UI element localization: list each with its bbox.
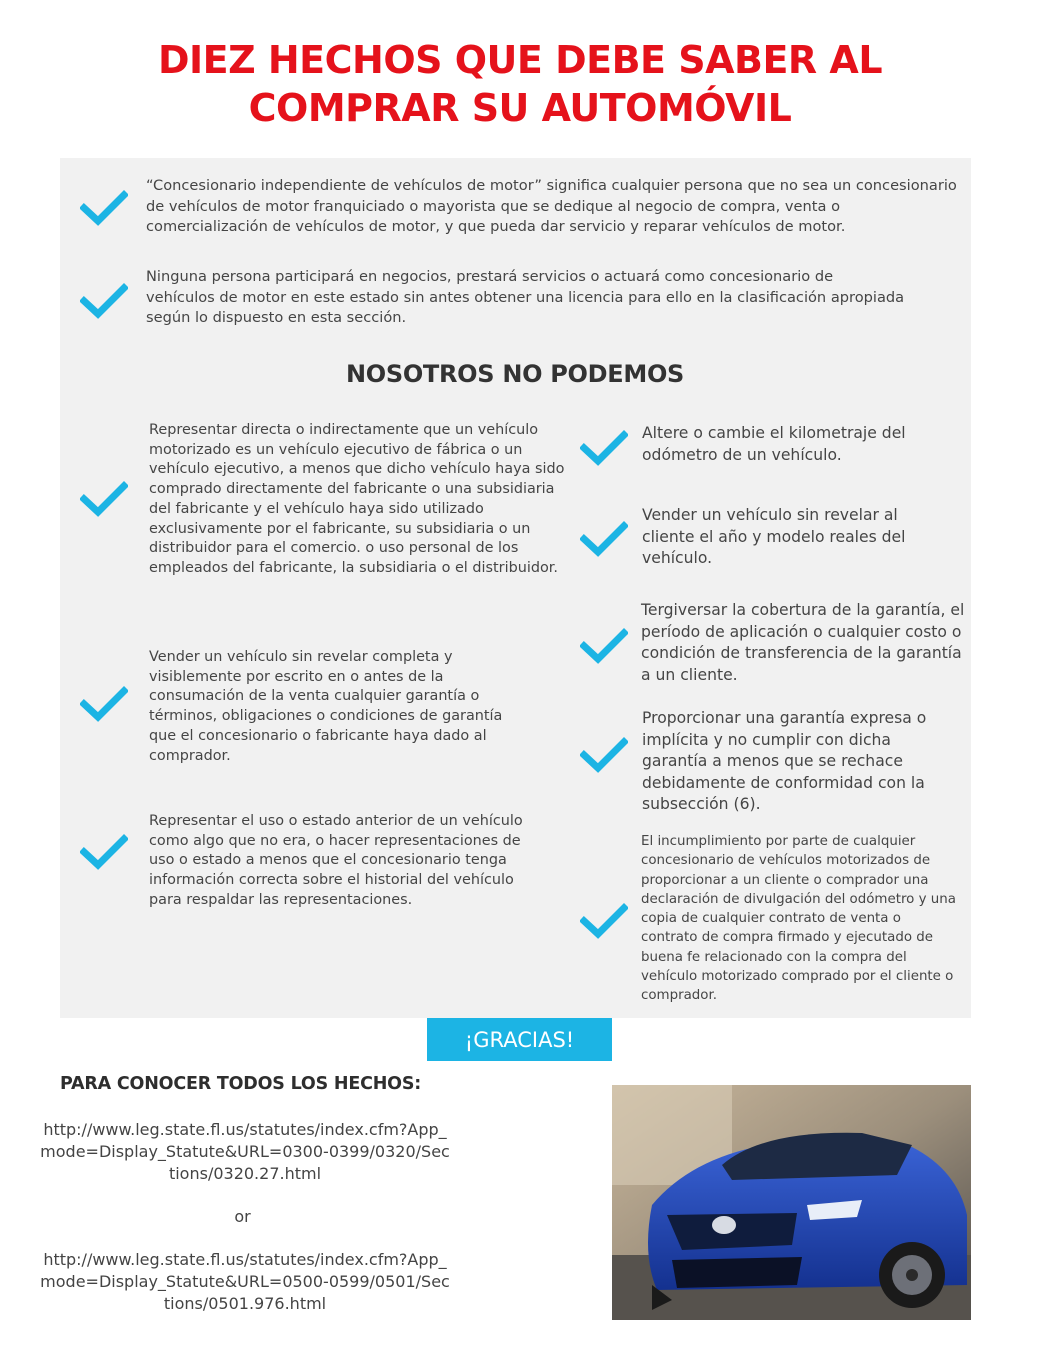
statute-link-2[interactable]: http://www.leg.state.fl.us/statutes/index.cfm?App_mode=Display_Statute&URL=0500-0599/0501/Sections/0501.976.html bbox=[40, 1250, 450, 1314]
page-title bbox=[0, 36, 1040, 132]
more-facts-heading: PARA CONOCER TODOS LOS HECHOS: bbox=[60, 1074, 422, 1094]
right-item-5: El incumplimiento por parte de cualquier concesionario de vehículos motorizados de proporcionar a un cliente o comprador una declaración de divulgación del odómetro y una copia de cualquier contrato de venta o contrato de compra firmado y ejecutado de buena fe relacionado con la compra del vehículo motorizado comprado por el cliente o comprador. bbox=[641, 834, 956, 1004]
right-item-4: Proporcionar una garantía expresa o implícita y no cumplir con dicha garantía a menos que se rechace debidamente de conformidad con la subsección (6). bbox=[642, 709, 927, 814]
thanks-banner: ¡GRACIAS! bbox=[427, 1018, 612, 1061]
left-item-2: Vender un vehículo sin revelar completa y visiblemente por escrito en o antes de la consumación de la venta cualquier garantía o términos, obligaciones o condiciones de garantía que el concesionario o fabricante haya dado al comprador. bbox=[149, 649, 503, 764]
check-icon bbox=[580, 427, 628, 467]
or-separator: or bbox=[234, 1207, 251, 1226]
check-icon bbox=[580, 518, 628, 558]
check-icon bbox=[80, 478, 128, 518]
check-icon bbox=[80, 831, 128, 871]
intro-paragraph-1: “Concesionario independiente de vehículos de motor” significa cualquier persona que no sea un concesionario de vehículos de motor franquiciado o mayorista que se dedique al negocio de compra, venta o comercialización de vehículos de motor, y que pueda dar servicio y reparar vehículos de motor. bbox=[146, 177, 957, 236]
check-icon bbox=[80, 187, 128, 227]
check-icon bbox=[80, 683, 128, 723]
check-icon bbox=[80, 280, 128, 320]
title-line-1: DIEZ HECHOS QUE DEBE SABER AL bbox=[157, 38, 883, 82]
right-item-1: Altere o cambie el kilometraje del odómetro de un vehículo. bbox=[642, 424, 906, 464]
section-heading: NOSOTROS NO PODEMOS bbox=[345, 360, 685, 388]
check-icon bbox=[580, 900, 628, 940]
left-item-1: Representar directa o indirectamente que un vehículo motorizado es un vehículo ejecutivo de fábrica o un vehículo ejecutivo, a menos que dicho vehículo haya sido comprado directamente del fabricante o una subsidiaria del fabricante y el vehículo haya sido utilizado exclusivamente por el fabricante, su subsidiaria o un distribuidor para el comercio. o uso personal de los empleados del fabricante, la subsidiaria o el distribuidor. bbox=[149, 422, 565, 576]
car-photo bbox=[612, 1085, 971, 1320]
check-icon bbox=[580, 734, 628, 774]
right-item-3: Tergiversar la cobertura de la garantía, el período de aplicación o cualquier costo o condición de transferencia de la garantía a un cliente. bbox=[641, 601, 965, 684]
statute-link-1[interactable]: http://www.leg.state.fl.us/statutes/index.cfm?App_mode=Display_Statute&URL=0300-0399/0320/Sections/0320.27.html bbox=[40, 1120, 450, 1184]
title-line-2: COMPRAR SU AUTOMÓVIL bbox=[248, 86, 792, 130]
check-icon bbox=[580, 625, 628, 665]
right-item-2: Vender un vehículo sin revelar al cliente el año y modelo reales del vehículo. bbox=[642, 506, 906, 568]
left-item-3: Representar el uso o estado anterior de un vehículo como algo que no era, o hacer representaciones de uso o estado a menos que el concesionario tenga información correcta sobre el historial del vehículo para respaldar las representaciones. bbox=[149, 813, 523, 908]
intro-paragraph-2: Ninguna persona participará en negocios, prestará servicios o actuará como concesionario de vehículos de motor en este estado sin antes obtener una licencia para ello en la clasificación apropiada según lo dispuesto en esta sección. bbox=[146, 268, 905, 327]
